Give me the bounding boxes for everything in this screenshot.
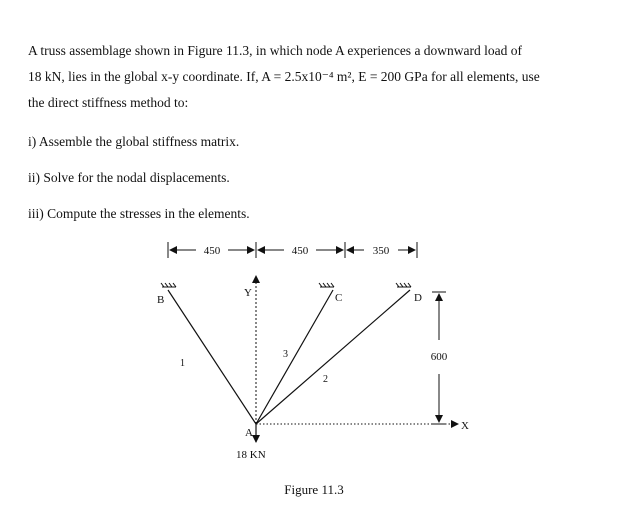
load-label: 18 KN <box>236 449 266 461</box>
node-label-b: B <box>157 294 165 306</box>
figure-caption: Figure 11.3 <box>284 482 344 497</box>
element-label-3: 3 <box>283 349 288 360</box>
node-label-c: C <box>335 292 343 304</box>
problem-line-1: A truss assemblage shown in Figure 11.3, in which node A experiences a downward load of <box>28 43 523 58</box>
dim-label: 450 <box>203 245 221 257</box>
task-2: ii) Solve for the nodal displacements. <box>28 170 230 185</box>
problem-line-2: 18 kN, lies in the global x-y coordinate. If, A = 2.5x10⁻⁴ m², E = 200 GPa for all elements, use <box>28 69 540 84</box>
element-label-2: 2 <box>323 374 328 385</box>
support-hatch <box>161 283 411 287</box>
task-3: iii) Compute the stresses in the elements. <box>28 206 250 221</box>
truss-members <box>168 290 410 424</box>
dim-label-vertical: 600 <box>430 351 448 363</box>
task-1: i) Assemble the global stiffness matrix. <box>28 134 240 149</box>
element-1 <box>168 290 256 424</box>
element-label-1: 1 <box>180 358 185 369</box>
node-label-d: D <box>414 292 422 304</box>
element-2 <box>256 290 410 424</box>
node-label-a: A <box>245 427 253 439</box>
y-axis-label: Y <box>244 287 252 299</box>
problem-line-3: the direct stiffness method to: <box>28 95 189 110</box>
dim-label: 350 <box>372 245 390 257</box>
dim-label: 450 <box>291 245 309 257</box>
x-axis-label: X <box>461 420 469 432</box>
element-3 <box>256 290 333 424</box>
